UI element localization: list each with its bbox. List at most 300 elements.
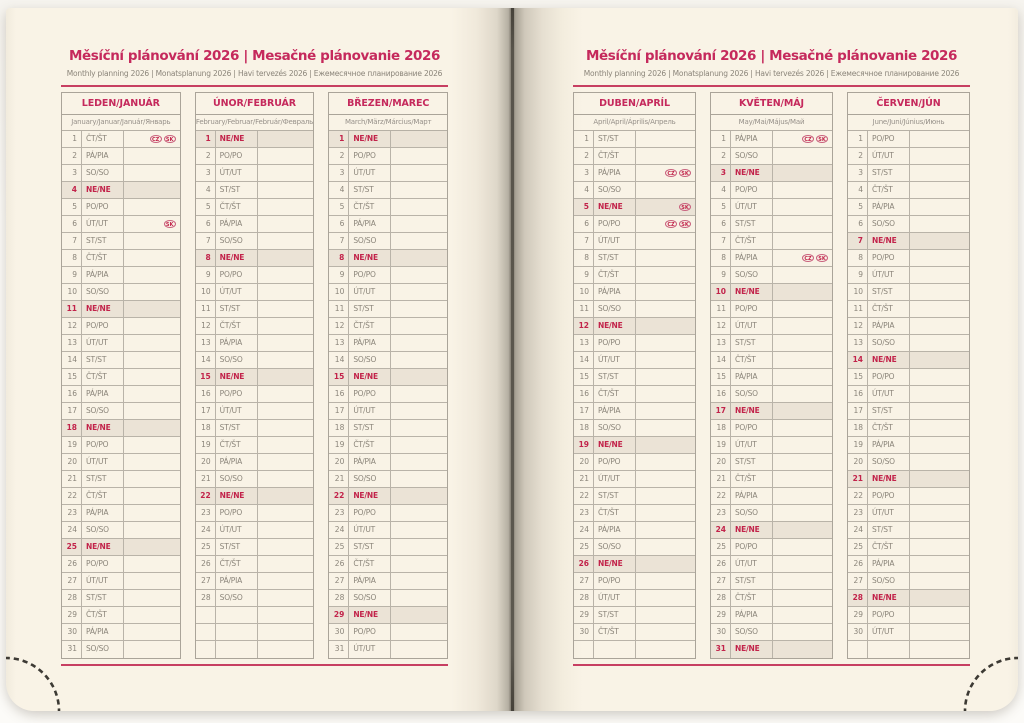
day-row (711, 301, 832, 318)
day-number: 25 (848, 539, 868, 555)
month-column-february (195, 92, 315, 659)
day-name: PO/PO (868, 488, 910, 504)
day-number: 5 (62, 199, 82, 215)
month-subheader: January/Januar/Január/Январь (62, 115, 180, 131)
day-name: PÁ/PIA (82, 505, 124, 521)
day-name: ÚT/UT (349, 522, 391, 538)
day-number: 28 (711, 590, 731, 606)
day-row (62, 131, 180, 148)
note-cell (773, 420, 832, 436)
day-number: 8 (574, 250, 594, 266)
note-cell (124, 607, 180, 623)
day-row (196, 641, 314, 658)
day-number: 21 (329, 471, 349, 487)
day-name: ČT/ŠT (731, 352, 773, 368)
day-number: 9 (848, 267, 868, 283)
day-name: SO/SO (349, 233, 391, 249)
day-number: 7 (62, 233, 82, 249)
day-name: ÚT/UT (731, 318, 773, 334)
day-row (711, 335, 832, 352)
month-column-june (847, 92, 970, 659)
day-row (711, 369, 832, 386)
day-number: 17 (329, 403, 349, 419)
note-cell (773, 182, 832, 198)
note-cell (910, 539, 969, 555)
note-cell (391, 233, 447, 249)
day-row (329, 539, 447, 556)
day-number: 13 (329, 335, 349, 351)
day-number: 3 (574, 165, 594, 181)
day-name: ČT/ŠT (82, 369, 124, 385)
day-number: 12 (62, 318, 82, 334)
day-row (574, 318, 695, 335)
day-row (329, 454, 447, 471)
day-name (216, 607, 258, 623)
page-subtitle: Monthly planning 2026 | Monatsplanung 2026 | Havi tervezés 2026 | Ежемесячное планирование 2026 (583, 69, 960, 78)
day-number: 3 (848, 165, 868, 181)
note-cell (910, 284, 969, 300)
day-name: ČT/ŠT (82, 607, 124, 623)
note-cell (391, 148, 447, 164)
day-name: PO/PO (216, 386, 258, 402)
day-name: ÚT/UT (216, 522, 258, 538)
day-row (196, 539, 314, 556)
day-number: 2 (711, 148, 731, 164)
day-number: 19 (62, 437, 82, 453)
day-row (711, 267, 832, 284)
month-header: ÚNOR/FEBRUÁR (196, 93, 314, 115)
day-number: 29 (848, 607, 868, 623)
holiday-badge-sk: SK (679, 169, 691, 177)
day-name: SO/SO (731, 267, 773, 283)
month-column-april (573, 92, 696, 659)
page-title: Měsíční plánování 2026 | Mesačné plánovanie 2026 (585, 48, 958, 64)
day-row (329, 573, 447, 590)
day-name: PO/PO (594, 573, 636, 589)
day-row (574, 437, 695, 454)
day-name: ST/ST (349, 301, 391, 317)
day-row (62, 199, 180, 216)
day-row (62, 148, 180, 165)
day-name: SO/SO (594, 301, 636, 317)
divider-rule-top (573, 85, 970, 87)
note-cell (258, 471, 314, 487)
day-number: 11 (711, 301, 731, 317)
day-number: 19 (711, 437, 731, 453)
day-number: 18 (848, 420, 868, 436)
day-row (574, 420, 695, 437)
day-number: 10 (196, 284, 216, 300)
day-name: ST/ST (594, 131, 636, 147)
day-number: 9 (62, 267, 82, 283)
day-row (329, 233, 447, 250)
day-row (196, 216, 314, 233)
note-cell (910, 335, 969, 351)
note-cell (636, 641, 695, 658)
day-row (196, 250, 314, 267)
page-left (6, 8, 512, 711)
day-row (329, 590, 447, 607)
note-cell (910, 573, 969, 589)
day-name: ČT/ŠT (216, 199, 258, 215)
day-number: 10 (848, 284, 868, 300)
day-row (574, 216, 695, 233)
day-name: ST/ST (82, 471, 124, 487)
day-row (196, 284, 314, 301)
day-row (711, 641, 832, 658)
note-cell (258, 607, 314, 623)
day-name: ČT/ŠT (731, 590, 773, 606)
month-subheader: April/April/Április/Апрель (574, 115, 695, 131)
day-row (848, 335, 969, 352)
note-cell (636, 131, 695, 147)
day-row (711, 624, 832, 641)
note-cell (258, 352, 314, 368)
day-number: 27 (196, 573, 216, 589)
note-cell (391, 641, 447, 658)
day-row (196, 199, 314, 216)
day-number: 30 (329, 624, 349, 640)
day-row (848, 182, 969, 199)
note-cell (773, 539, 832, 555)
day-name: SO/SO (594, 420, 636, 436)
month-subheader: March/März/Március/Март (329, 115, 447, 131)
day-name: ČT/ŠT (349, 318, 391, 334)
day-name: ÚT/UT (216, 165, 258, 181)
day-row (196, 352, 314, 369)
day-name: NE/NE (731, 284, 773, 300)
day-name: PÁ/PIA (868, 318, 910, 334)
note-cell (124, 216, 180, 232)
day-row (196, 573, 314, 590)
day-name: NE/NE (594, 199, 636, 215)
day-name: ST/ST (216, 301, 258, 317)
day-number: 22 (196, 488, 216, 504)
day-row (329, 199, 447, 216)
day-row (848, 539, 969, 556)
day-row (62, 505, 180, 522)
day-name: ČT/ŠT (868, 420, 910, 436)
day-name: ST/ST (82, 590, 124, 606)
note-cell (124, 352, 180, 368)
note-cell (636, 267, 695, 283)
day-number: 15 (848, 369, 868, 385)
day-row (329, 301, 447, 318)
day-row (329, 386, 447, 403)
note-cell (258, 437, 314, 453)
day-name: PÁ/PIA (349, 216, 391, 232)
day-row (574, 454, 695, 471)
note-cell (124, 403, 180, 419)
day-number: 23 (329, 505, 349, 521)
day-row (574, 131, 695, 148)
note-cell (773, 284, 832, 300)
day-number: 13 (848, 335, 868, 351)
day-row (848, 318, 969, 335)
day-row (848, 471, 969, 488)
day-number: 23 (574, 505, 594, 521)
day-number: 17 (848, 403, 868, 419)
day-number: 2 (329, 148, 349, 164)
day-name: ÚT/UT (82, 335, 124, 351)
day-row (329, 335, 447, 352)
note-cell (258, 182, 314, 198)
day-row (196, 624, 314, 641)
day-name: PO/PO (216, 267, 258, 283)
day-number: 27 (711, 573, 731, 589)
day-number: 24 (848, 522, 868, 538)
note-cell (124, 165, 180, 181)
months-grid (573, 92, 970, 659)
note-cell (124, 318, 180, 334)
note-cell (773, 522, 832, 538)
page-title: Měsíční plánování 2026 | Mesačné plánovanie 2026 (68, 48, 441, 64)
day-name: ÚT/UT (594, 352, 636, 368)
day-name: ST/ST (868, 522, 910, 538)
day-row (711, 182, 832, 199)
day-name: PO/PO (216, 148, 258, 164)
day-number: 7 (711, 233, 731, 249)
day-name: ÚT/UT (594, 590, 636, 606)
note-cell (910, 505, 969, 521)
day-number: 21 (62, 471, 82, 487)
day-number: 1 (848, 131, 868, 147)
day-number: 16 (62, 386, 82, 402)
day-name: SO/SO (349, 352, 391, 368)
day-name: SO/SO (349, 471, 391, 487)
day-name: PÁ/PIA (731, 607, 773, 623)
note-cell (258, 165, 314, 181)
day-row (62, 284, 180, 301)
day-name: PO/PO (82, 318, 124, 334)
note-cell (636, 148, 695, 164)
day-name: PO/PO (82, 437, 124, 453)
day-row (329, 403, 447, 420)
holiday-badge-sk: SK (816, 135, 828, 143)
note-cell (910, 165, 969, 181)
month-subheader: June/Juni/Június/Июнь (848, 115, 969, 131)
note-cell (124, 590, 180, 606)
day-name: ST/ST (82, 352, 124, 368)
day-number: 4 (62, 182, 82, 198)
note-cell (258, 488, 314, 504)
note-cell (391, 454, 447, 470)
month-header: ČERVEN/JÚN (848, 93, 969, 115)
note-cell (773, 505, 832, 521)
note-cell (910, 182, 969, 198)
day-row (196, 505, 314, 522)
day-row (574, 165, 695, 182)
note-cell (391, 301, 447, 317)
day-row (711, 233, 832, 250)
day-row (711, 522, 832, 539)
day-number: 12 (196, 318, 216, 334)
day-row (574, 641, 695, 658)
note-cell (773, 352, 832, 368)
day-number: 19 (196, 437, 216, 453)
day-number: 31 (711, 641, 731, 658)
day-name: SO/SO (731, 386, 773, 402)
day-number: 21 (574, 471, 594, 487)
day-row (711, 318, 832, 335)
day-name: NE/NE (349, 607, 391, 623)
note-cell (258, 233, 314, 249)
day-name: PÁ/PIA (594, 165, 636, 181)
day-number: 15 (329, 369, 349, 385)
note-cell (391, 318, 447, 334)
holiday-badge-cz: CZ (802, 135, 814, 143)
day-number: 10 (711, 284, 731, 300)
day-row (329, 420, 447, 437)
day-name: PÁ/PIA (594, 522, 636, 538)
day-row (196, 607, 314, 624)
day-number: 22 (574, 488, 594, 504)
day-row (848, 250, 969, 267)
day-number: 13 (196, 335, 216, 351)
note-cell (773, 199, 832, 215)
day-name: SO/SO (216, 233, 258, 249)
day-name: ST/ST (868, 284, 910, 300)
day-name: PO/PO (731, 301, 773, 317)
day-number: 20 (329, 454, 349, 470)
day-number: 2 (574, 148, 594, 164)
note-cell (391, 165, 447, 181)
day-number: 14 (196, 352, 216, 368)
day-row (62, 352, 180, 369)
note-cell (910, 420, 969, 436)
note-cell (773, 267, 832, 283)
note-cell (636, 522, 695, 538)
note-cell (391, 539, 447, 555)
note-cell (636, 539, 695, 555)
day-row (848, 131, 969, 148)
day-row (711, 454, 832, 471)
page-right (512, 8, 1018, 711)
month-header: LEDEN/JANUÁR (62, 93, 180, 115)
day-row (711, 386, 832, 403)
note-cell (391, 369, 447, 385)
day-name: PO/PO (594, 216, 636, 232)
note-cell (910, 148, 969, 164)
day-number: 21 (848, 471, 868, 487)
day-row (574, 607, 695, 624)
day-name: SO/SO (868, 216, 910, 232)
day-row (711, 250, 832, 267)
day-row (62, 454, 180, 471)
day-name: ÚT/UT (82, 216, 124, 232)
day-name: ČT/ŠT (216, 318, 258, 334)
note-cell (636, 454, 695, 470)
month-column-january (61, 92, 181, 659)
day-name: ČT/ŠT (349, 437, 391, 453)
note-cell (391, 556, 447, 572)
day-number: 22 (848, 488, 868, 504)
month-subheader: February/Februar/Február/Февраль (196, 115, 314, 131)
day-row (574, 471, 695, 488)
note-cell (258, 199, 314, 215)
day-row (329, 284, 447, 301)
note-cell (636, 607, 695, 623)
day-row (62, 488, 180, 505)
note-cell (258, 420, 314, 436)
day-number: 18 (711, 420, 731, 436)
months-grid (61, 92, 448, 659)
day-name: ST/ST (216, 182, 258, 198)
day-row (848, 352, 969, 369)
note-cell (391, 573, 447, 589)
day-row (574, 233, 695, 250)
day-number: 11 (848, 301, 868, 317)
day-row (711, 216, 832, 233)
note-cell (124, 369, 180, 385)
day-name: PÁ/PIA (731, 488, 773, 504)
note-cell (636, 182, 695, 198)
day-name (594, 641, 636, 658)
day-row (574, 148, 695, 165)
day-name: PÁ/PIA (82, 624, 124, 640)
day-name: PÁ/PIA (868, 437, 910, 453)
note-cell (773, 641, 832, 658)
note-cell (773, 301, 832, 317)
note-cell (124, 148, 180, 164)
note-cell (636, 471, 695, 487)
day-name: ST/ST (731, 216, 773, 232)
note-cell (910, 301, 969, 317)
day-number: 1 (574, 131, 594, 147)
note-cell (124, 505, 180, 521)
day-name: ČT/ŠT (594, 148, 636, 164)
day-number: 14 (574, 352, 594, 368)
day-number: 23 (848, 505, 868, 521)
note-cell (258, 216, 314, 232)
day-number: 25 (196, 539, 216, 555)
day-row (574, 590, 695, 607)
note-cell (124, 250, 180, 266)
day-name: ČT/ŠT (594, 505, 636, 521)
note-cell (773, 131, 832, 147)
day-row (848, 556, 969, 573)
note-cell (636, 284, 695, 300)
note-cell (910, 267, 969, 283)
day-name: PÁ/PIA (349, 573, 391, 589)
note-cell (636, 403, 695, 419)
day-row (62, 522, 180, 539)
day-name: SO/SO (594, 182, 636, 198)
day-name: ČT/ŠT (216, 437, 258, 453)
note-cell (124, 301, 180, 317)
day-name: NE/NE (594, 437, 636, 453)
day-row (848, 386, 969, 403)
day-row (711, 573, 832, 590)
note-cell (910, 369, 969, 385)
day-name: NE/NE (868, 233, 910, 249)
note-cell (391, 624, 447, 640)
note-cell (636, 301, 695, 317)
day-name: SO/SO (868, 454, 910, 470)
day-row (574, 182, 695, 199)
day-number: 5 (574, 199, 594, 215)
note-cell (773, 335, 832, 351)
note-cell (124, 233, 180, 249)
day-number: 8 (329, 250, 349, 266)
day-number: 30 (711, 624, 731, 640)
note-cell (773, 318, 832, 334)
day-row (196, 471, 314, 488)
day-name: NE/NE (216, 369, 258, 385)
day-row (196, 556, 314, 573)
divider-rule-bottom (61, 664, 448, 666)
day-row (62, 182, 180, 199)
